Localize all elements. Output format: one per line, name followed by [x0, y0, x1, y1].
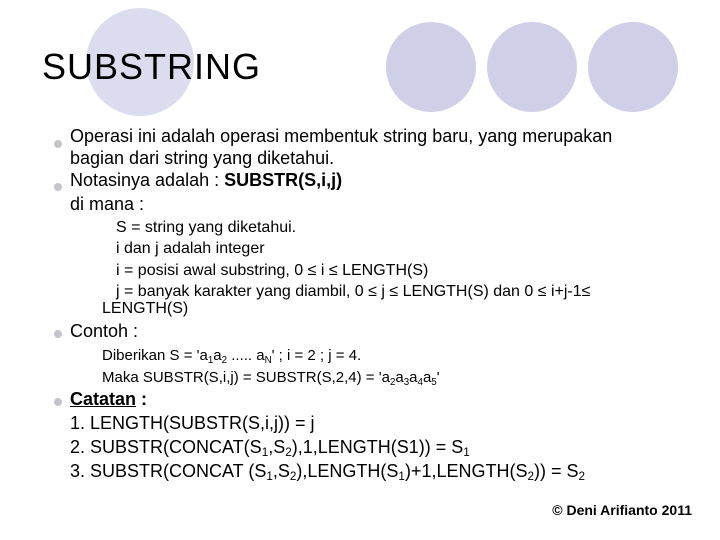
- example-line-1: Diberikan $S = 'a_1a_2$ ..... $a_N'$ ; i = 2 ; j = 4.: [102, 347, 362, 366]
- notes-heading-text: Catatan: [70, 389, 137, 409]
- slide-title: SUBSTRING: [42, 46, 262, 87]
- example-line-2: Maka SUBSTR(S,i,j) = SUBSTR(S,2,4) = '$a_2a_3a_4a_5$': [102, 369, 440, 388]
- decor-circle-4: [588, 22, 678, 112]
- decor-circle-2: [386, 22, 476, 112]
- definition-line: i dan j adalah integer: [116, 240, 265, 257]
- where-label: di mana :: [70, 194, 145, 214]
- notation-formula: SUBSTR(S,i,j): [224, 170, 343, 190]
- bullet1-line2: bagian dari string yang diketahui.: [70, 148, 335, 168]
- bullet-marker: [54, 330, 62, 338]
- definition-line: S = string yang diketahui.: [116, 219, 297, 236]
- notes-item-3: 3. SUBSTR(CONCAT $(S_1,S_2),LENGTH(S_1)+1,LENGTH(S_2)) = S_2$: [70, 461, 586, 483]
- decor-circle-3: [487, 22, 577, 112]
- notation-line: [70, 170, 342, 191]
- copyright-footer: © Deni Arifianto 2011: [552, 502, 692, 518]
- notes-item-2: 2. $SUBSTR(CONCAT(S_1,S_2),1,LENGTH(S1)) = S_1$: [70, 437, 470, 459]
- example-label: Contoh :: [70, 321, 139, 341]
- bullet-marker: [54, 140, 62, 148]
- definition-line-wrap: LENGTH(S): [102, 300, 189, 317]
- notes-heading: Catatan :: [70, 389, 148, 409]
- definition-line: i = posisi awal substring, 0 ≤ i ≤ LENGTH(S): [116, 262, 429, 279]
- bullet-marker: [54, 398, 62, 406]
- bullet1-line1: Operasi ini adalah operasi membentuk string baru, yang merupakan: [70, 126, 613, 146]
- definition-line: j = banyak karakter yang diambil, 0 ≤ j ≤ LENGTH(S) dan 0 ≤ i+j-1≤: [116, 283, 591, 300]
- notation-prefix: Notasinya adalah :: [70, 170, 225, 190]
- notes-item-1: 1. LENGTH(SUBSTR(S,i,j)) = j: [70, 413, 315, 433]
- bullet-marker: [54, 183, 62, 191]
